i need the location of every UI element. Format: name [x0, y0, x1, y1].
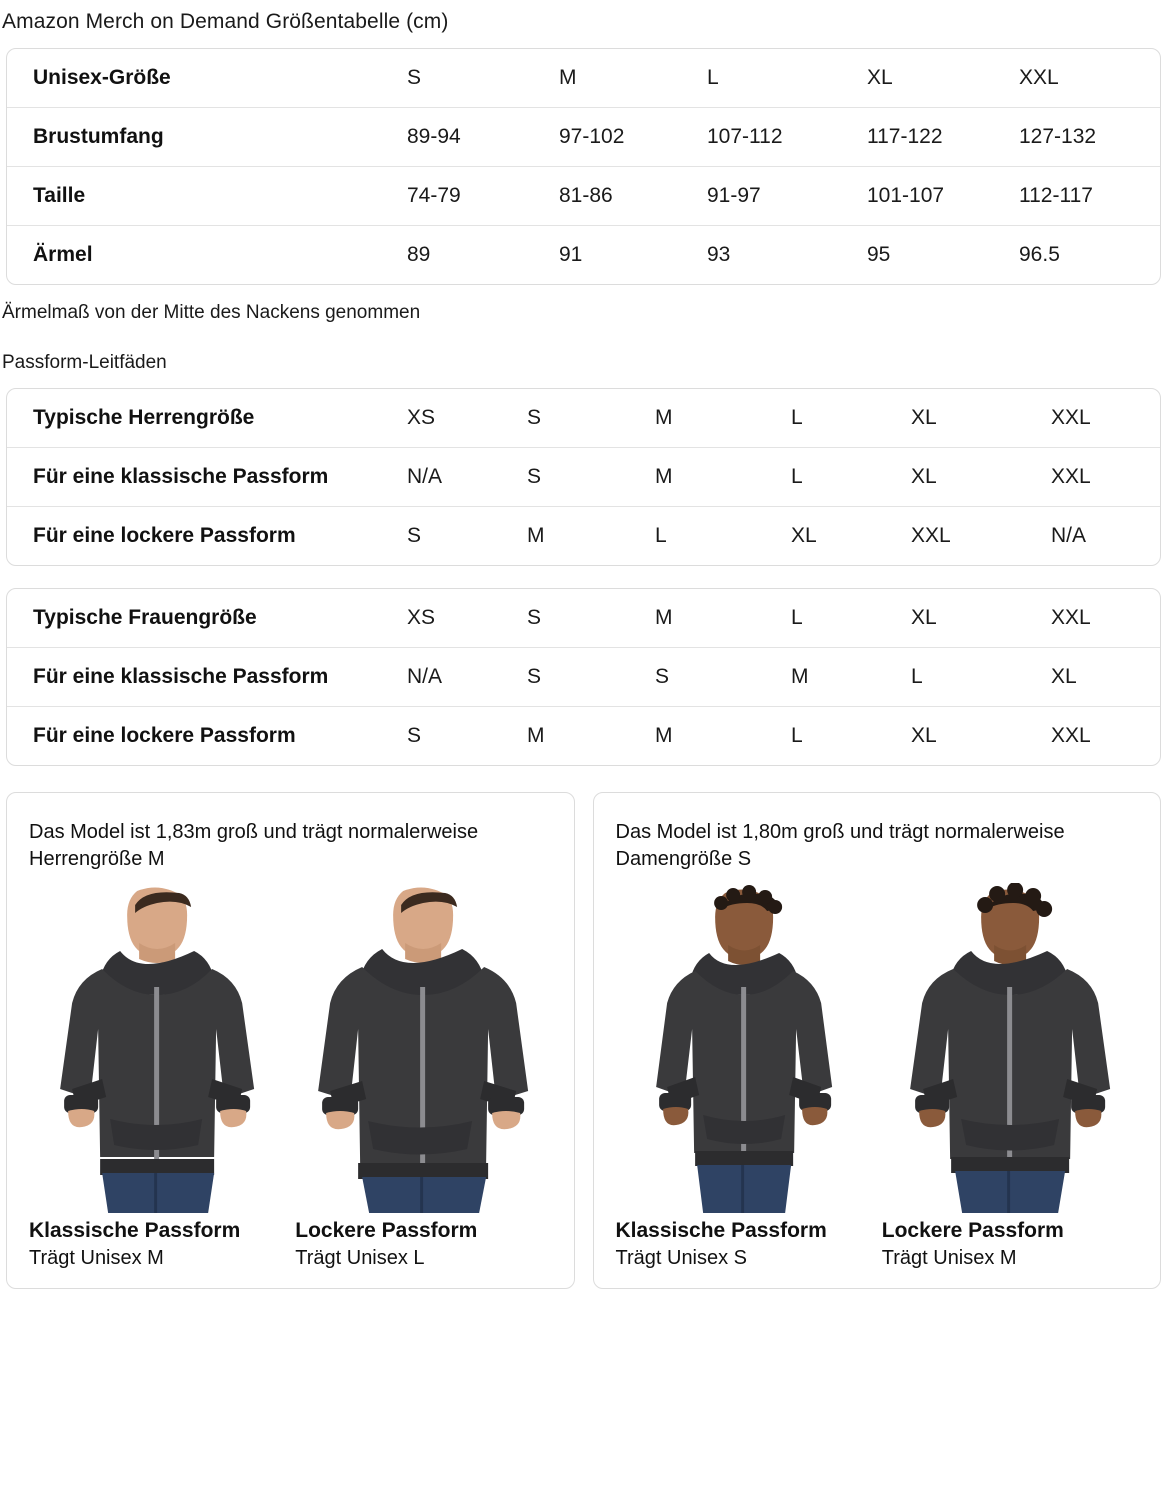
cell: S	[655, 648, 791, 707]
cell: XXL	[1051, 389, 1160, 448]
cell: S	[527, 448, 655, 507]
cell: M	[655, 389, 791, 448]
cell: XL	[911, 448, 1051, 507]
male-model-card	[6, 792, 575, 1289]
female-hoodie-classic-icon	[616, 883, 872, 1213]
male-hoodie-classic-icon	[29, 883, 285, 1213]
cell: N/A	[407, 448, 527, 507]
row-label: Typische Frauengröße	[7, 589, 407, 648]
figure-classic	[616, 883, 872, 1270]
cell: 112-117	[1019, 167, 1160, 226]
sleeve-note: Ärmelmaß von der Mitte des Nackens genommen	[2, 302, 421, 323]
cell: 91	[559, 243, 583, 266]
cell: 74-79	[407, 167, 559, 226]
mens-fit-table	[7, 389, 1160, 565]
cell: XXL	[911, 524, 951, 547]
cell: L	[911, 648, 1051, 707]
cell: XS	[407, 589, 527, 648]
cell: L	[707, 49, 867, 108]
model-caption: Das Model ist 1,83m groß und trägt normalerweise Herrengröße M	[29, 821, 479, 870]
cell: XXL	[1051, 724, 1091, 747]
fit-name: Klassische Passform	[615, 1219, 827, 1242]
figures	[29, 883, 552, 1270]
table-row	[7, 448, 1160, 507]
cell: 91-97	[707, 167, 867, 226]
cell: 117-122	[867, 108, 1019, 167]
cell: L	[791, 448, 911, 507]
cell: 97-102	[559, 108, 707, 167]
spacer	[0, 566, 1167, 588]
cell: 96.5	[1019, 243, 1060, 266]
row-label: Für eine lockere Passform	[33, 724, 296, 747]
fit-wears: Trägt Unisex M	[29, 1247, 164, 1269]
measurements-table	[7, 49, 1160, 284]
cell: L	[655, 524, 667, 547]
cell: L	[791, 724, 803, 747]
row-label: Für eine klassische Passform	[7, 648, 407, 707]
cell: XL	[1051, 648, 1160, 707]
row-label: Unisex-Größe	[7, 49, 407, 108]
female-hoodie-relaxed-icon	[882, 883, 1138, 1213]
cell: L	[791, 389, 911, 448]
cell: S	[407, 724, 422, 747]
cell: N/A	[1051, 524, 1087, 547]
cell: N/A	[407, 648, 527, 707]
model-cards-row	[6, 792, 1161, 1289]
cell: XL	[911, 589, 1051, 648]
cell: XL	[911, 724, 937, 747]
model-caption: Das Model ist 1,80m groß und trägt normalerweise Damengröße S	[615, 821, 1065, 870]
table-row	[7, 648, 1160, 707]
cell: M	[559, 49, 707, 108]
cell: S	[407, 49, 559, 108]
row-label: Brustumfang	[7, 108, 407, 167]
cell: 89-94	[407, 108, 559, 167]
cell: 127-132	[1019, 108, 1160, 167]
table-row	[7, 226, 1160, 285]
fit-wears: Trägt Unisex L	[295, 1247, 425, 1269]
figure-relaxed	[882, 883, 1138, 1270]
fit-wears: Trägt Unisex S	[615, 1247, 748, 1269]
cell: M	[527, 724, 545, 747]
cell: S	[527, 389, 655, 448]
cell: 81-86	[559, 167, 707, 226]
mens-fit-card	[6, 388, 1161, 566]
cell: XS	[407, 389, 527, 448]
cell: 107-112	[707, 108, 867, 167]
measurements-card	[6, 48, 1161, 285]
table-row	[7, 707, 1160, 766]
cell: M	[791, 648, 911, 707]
table-row	[7, 49, 1160, 108]
row-label: Typische Herrengröße	[7, 389, 407, 448]
page-title: Amazon Merch on Demand Größentabelle (cm)	[2, 10, 449, 33]
cell: XXL	[1051, 448, 1160, 507]
cell: M	[655, 589, 791, 648]
fit-name: Lockere Passform	[881, 1219, 1064, 1242]
cell: XXL	[1051, 589, 1160, 648]
cell: M	[655, 448, 791, 507]
fit-wears: Trägt Unisex M	[881, 1247, 1017, 1269]
male-hoodie-relaxed-icon	[295, 883, 551, 1213]
cell: XL	[791, 524, 817, 547]
table-row	[7, 167, 1160, 226]
table-row	[7, 589, 1160, 648]
row-label: Für eine lockere Passform	[33, 524, 296, 547]
figure-classic	[29, 883, 285, 1270]
cell: XXL	[1019, 49, 1160, 108]
table-row	[7, 507, 1160, 566]
fit-name: Klassische Passform	[29, 1219, 241, 1242]
figure-relaxed	[295, 883, 551, 1270]
row-label: Für eine klassische Passform	[7, 448, 407, 507]
cell: XL	[911, 389, 1051, 448]
cell: M	[655, 724, 673, 747]
cell: XL	[867, 49, 1019, 108]
cell: S	[527, 648, 655, 707]
cell: 93	[707, 243, 731, 266]
table-row	[7, 108, 1160, 167]
womens-fit-card	[6, 588, 1161, 766]
cell: S	[407, 524, 422, 547]
cell: S	[527, 589, 655, 648]
fit-name: Lockere Passform	[295, 1219, 478, 1242]
fit-guides-label: Passform-Leitfäden	[2, 352, 167, 373]
womens-fit-table	[7, 589, 1160, 765]
row-label: Taille	[7, 167, 407, 226]
cell: L	[791, 589, 911, 648]
cell: 95	[867, 243, 891, 266]
female-model-card	[593, 792, 1162, 1289]
cell: 89	[407, 243, 431, 266]
cell: 101-107	[867, 167, 1019, 226]
cell: M	[527, 524, 545, 547]
table-row	[7, 389, 1160, 448]
row-label: Ärmel	[33, 243, 93, 266]
figures	[616, 883, 1139, 1270]
